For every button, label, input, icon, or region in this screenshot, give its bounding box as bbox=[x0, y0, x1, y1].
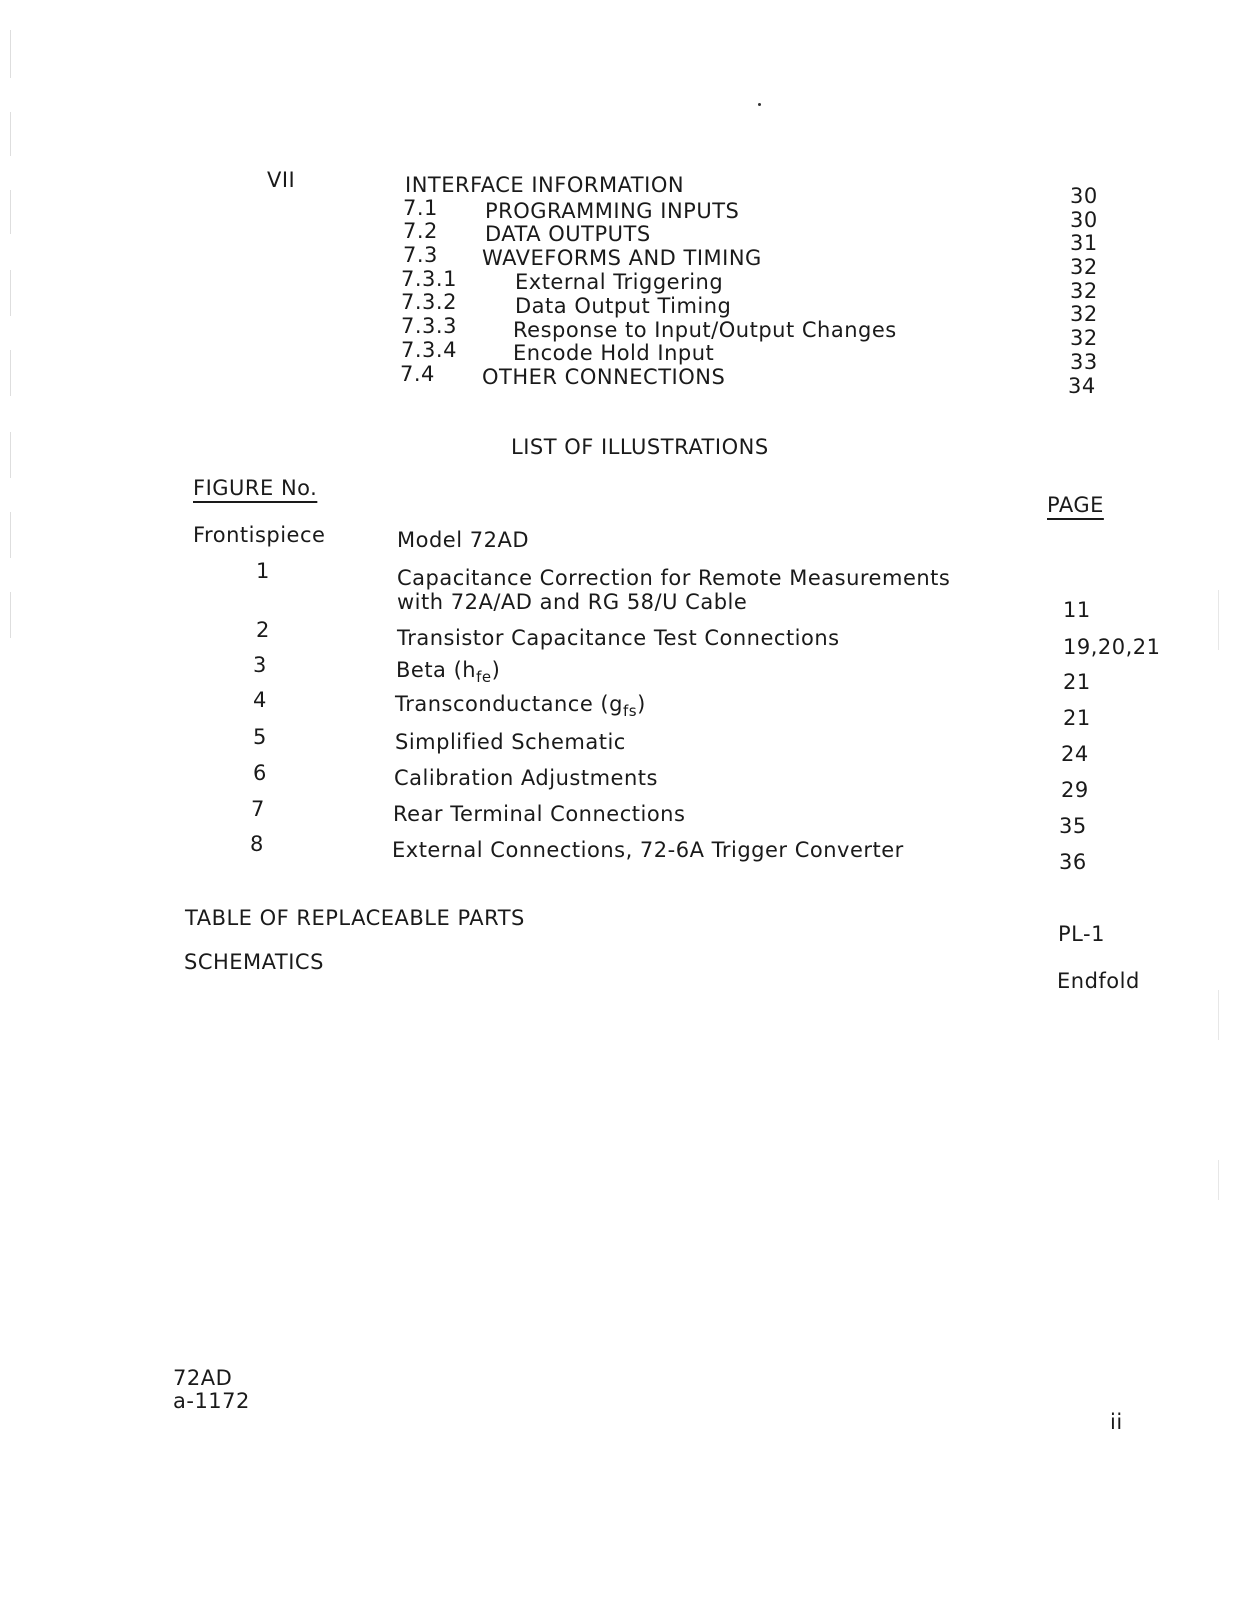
figure-page: 11 bbox=[1063, 598, 1091, 622]
figure-title: Transistor Capacitance Test Connections bbox=[397, 626, 840, 650]
figure-title: External Connections, 72-6A Trigger Converter bbox=[392, 838, 904, 862]
toc-entry-number: 7.4 bbox=[400, 362, 435, 386]
figure-number: 4 bbox=[253, 688, 267, 712]
toc-entry-number: 7.1 bbox=[403, 196, 438, 220]
figure-page: 21 bbox=[1063, 706, 1091, 730]
page-column-header: PAGE bbox=[1047, 493, 1104, 517]
figure-title-close: ) bbox=[637, 692, 646, 716]
toc-entry-number: 7.3 bbox=[403, 243, 438, 267]
figure-number: 3 bbox=[253, 653, 267, 677]
toc-entry-title: PROGRAMMING INPUTS bbox=[485, 199, 740, 223]
subscript: fs bbox=[622, 702, 638, 720]
toc-entry-title: Response to Input/Output Changes bbox=[513, 318, 897, 342]
binding-mark bbox=[10, 190, 25, 234]
edge-mark bbox=[1208, 1160, 1219, 1200]
toc-entry-page: 30 bbox=[1070, 208, 1098, 232]
figure-number: 2 bbox=[256, 618, 270, 642]
figure-title: Calibration Adjustments bbox=[394, 766, 658, 790]
figure-title-text: Transconductance (g bbox=[395, 692, 623, 716]
toc-entry-number: 7.2 bbox=[403, 219, 438, 243]
figure-title-close: ) bbox=[491, 658, 501, 682]
toc-entry-number: 7.3.1 bbox=[401, 267, 457, 291]
binding-mark bbox=[10, 512, 25, 558]
subscript: fe bbox=[476, 668, 492, 686]
schematics-label: SCHEMATICS bbox=[184, 950, 324, 974]
toc-entry-title: External Triggering bbox=[515, 270, 724, 294]
figure-title bbox=[396, 658, 501, 686]
toc-entry-page: 33 bbox=[1070, 350, 1098, 374]
replaceable-parts-label: TABLE OF REPLACEABLE PARTS bbox=[185, 906, 525, 930]
toc-entry-page: 31 bbox=[1070, 231, 1098, 255]
figure-title: Capacitance Correction for Remote Measurements bbox=[397, 566, 951, 590]
figure-number: 8 bbox=[250, 832, 264, 856]
toc-entry-title: Encode Hold Input bbox=[513, 341, 715, 365]
figure-title: Rear Terminal Connections bbox=[393, 802, 686, 826]
figure-title: Simplified Schematic bbox=[395, 730, 626, 754]
toc-entry-page: 32 bbox=[1070, 255, 1098, 279]
figure-page: 35 bbox=[1059, 814, 1087, 838]
figure-number: 1 bbox=[256, 559, 270, 583]
binding-mark bbox=[10, 350, 25, 396]
toc-entry-page: 32 bbox=[1070, 302, 1098, 326]
figure-page: 29 bbox=[1061, 778, 1089, 802]
illustrations-heading: LIST OF ILLUSTRATIONS bbox=[511, 435, 769, 459]
figure-number: 7 bbox=[251, 797, 265, 821]
binding-mark bbox=[10, 592, 25, 638]
figure-title-text: Beta (h bbox=[396, 658, 477, 682]
binding-mark bbox=[10, 432, 25, 478]
section-title: INTERFACE INFORMATION bbox=[405, 173, 685, 197]
toc-entry-title: DATA OUTPUTS bbox=[485, 222, 651, 246]
figure-page: 36 bbox=[1059, 850, 1087, 874]
footer-doc-number: a-1172 bbox=[173, 1389, 250, 1413]
toc-entry-number: 7.3.4 bbox=[401, 338, 457, 362]
edge-mark bbox=[1208, 990, 1219, 1040]
figure-page: 19,20,21 bbox=[1063, 635, 1161, 659]
figure-page: 21 bbox=[1063, 670, 1091, 694]
replaceable-parts-page: PL-1 bbox=[1058, 922, 1105, 946]
figure-title-continued: with 72A/AD and RG 58/U Cable bbox=[397, 590, 748, 614]
toc-entry-title: WAVEFORMS AND TIMING bbox=[482, 246, 762, 270]
figure-column-header: FIGURE No. bbox=[193, 476, 318, 500]
toc-entry-page: 34 bbox=[1068, 374, 1096, 398]
footer-page-number: ii bbox=[1110, 1410, 1123, 1434]
toc-entry-page: 32 bbox=[1070, 326, 1098, 350]
binding-mark bbox=[10, 112, 25, 156]
edge-mark bbox=[1208, 590, 1219, 650]
figure-title bbox=[395, 692, 646, 720]
toc-entry-title: Data Output Timing bbox=[515, 294, 732, 318]
figure-number: Frontispiece bbox=[193, 523, 326, 547]
footer-model: 72AD bbox=[173, 1366, 233, 1390]
toc-entry-number: 7.3.2 bbox=[401, 290, 457, 314]
figure-title: Model 72AD bbox=[397, 528, 529, 552]
speck bbox=[758, 103, 761, 106]
toc-entry-number: 7.3.3 bbox=[401, 314, 457, 338]
binding-mark bbox=[10, 270, 25, 316]
schematics-page: Endfold bbox=[1057, 969, 1140, 993]
binding-mark bbox=[10, 30, 25, 78]
figure-number: 6 bbox=[253, 761, 267, 785]
figure-page: 24 bbox=[1061, 742, 1089, 766]
section-page: 30 bbox=[1070, 184, 1098, 208]
figure-number: 5 bbox=[253, 725, 267, 749]
section-number: VII bbox=[267, 168, 296, 192]
toc-entry-page: 32 bbox=[1070, 279, 1098, 303]
toc-entry-title: OTHER CONNECTIONS bbox=[482, 365, 726, 389]
